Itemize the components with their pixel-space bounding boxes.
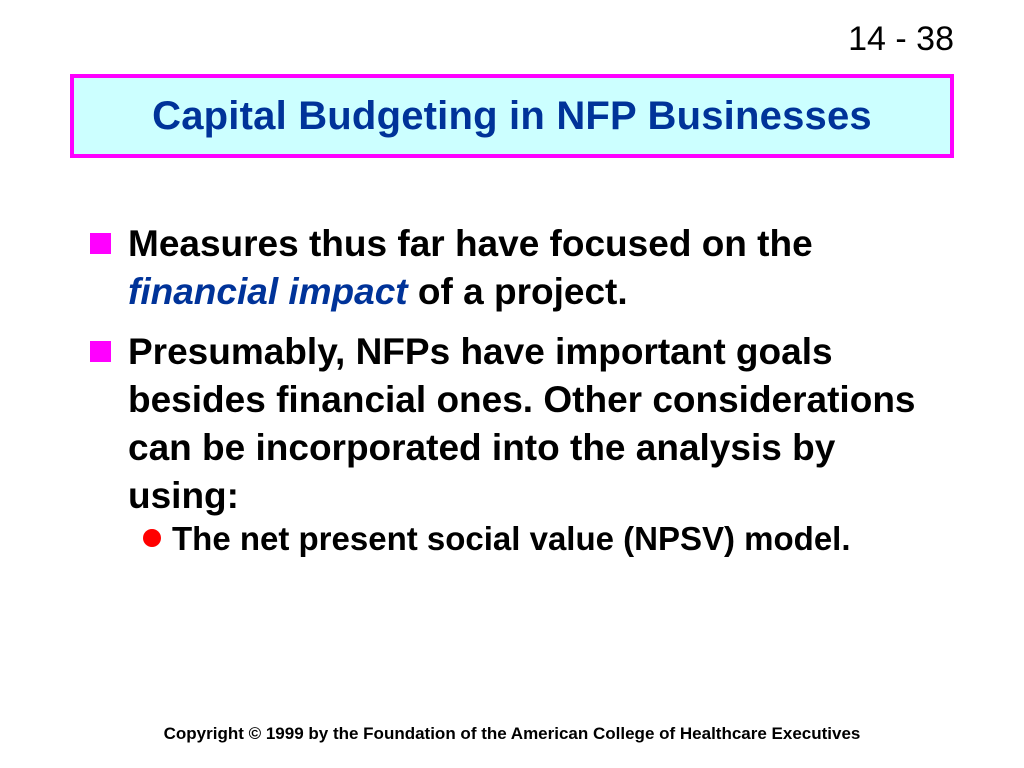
sub-bullet-list (134, 522, 918, 556)
bullet-1-text-before: Measures thus far have focused on the (128, 223, 813, 264)
bullet-1-emphasis: financial impact (128, 271, 408, 312)
bullet-2-text: Presumably, NFPs have important goals besides financial ones. Other considerations can be incorporated into the analysis by using: (128, 331, 916, 516)
slide-number: 14 - 38 (848, 20, 954, 58)
bullet-item-2 (88, 328, 918, 556)
copyright-footer: Copyright © 1999 by the Foundation of the American College of Healthcare Executives (163, 724, 861, 743)
square-bullet-icon (90, 233, 111, 254)
slide-title: Capital Budgeting in NFP Businesses (152, 93, 872, 138)
bullet-item-1 (88, 220, 918, 316)
round-bullet-icon (143, 529, 161, 547)
sub-bullet-1-text: The net present social value (NPSV) model. (172, 520, 851, 557)
bullet-1-text-after: of a project. (407, 271, 628, 312)
bullet-list (88, 220, 918, 568)
sub-bullet-item-1 (134, 522, 918, 556)
title-box (70, 74, 954, 158)
square-bullet-icon (90, 341, 111, 362)
